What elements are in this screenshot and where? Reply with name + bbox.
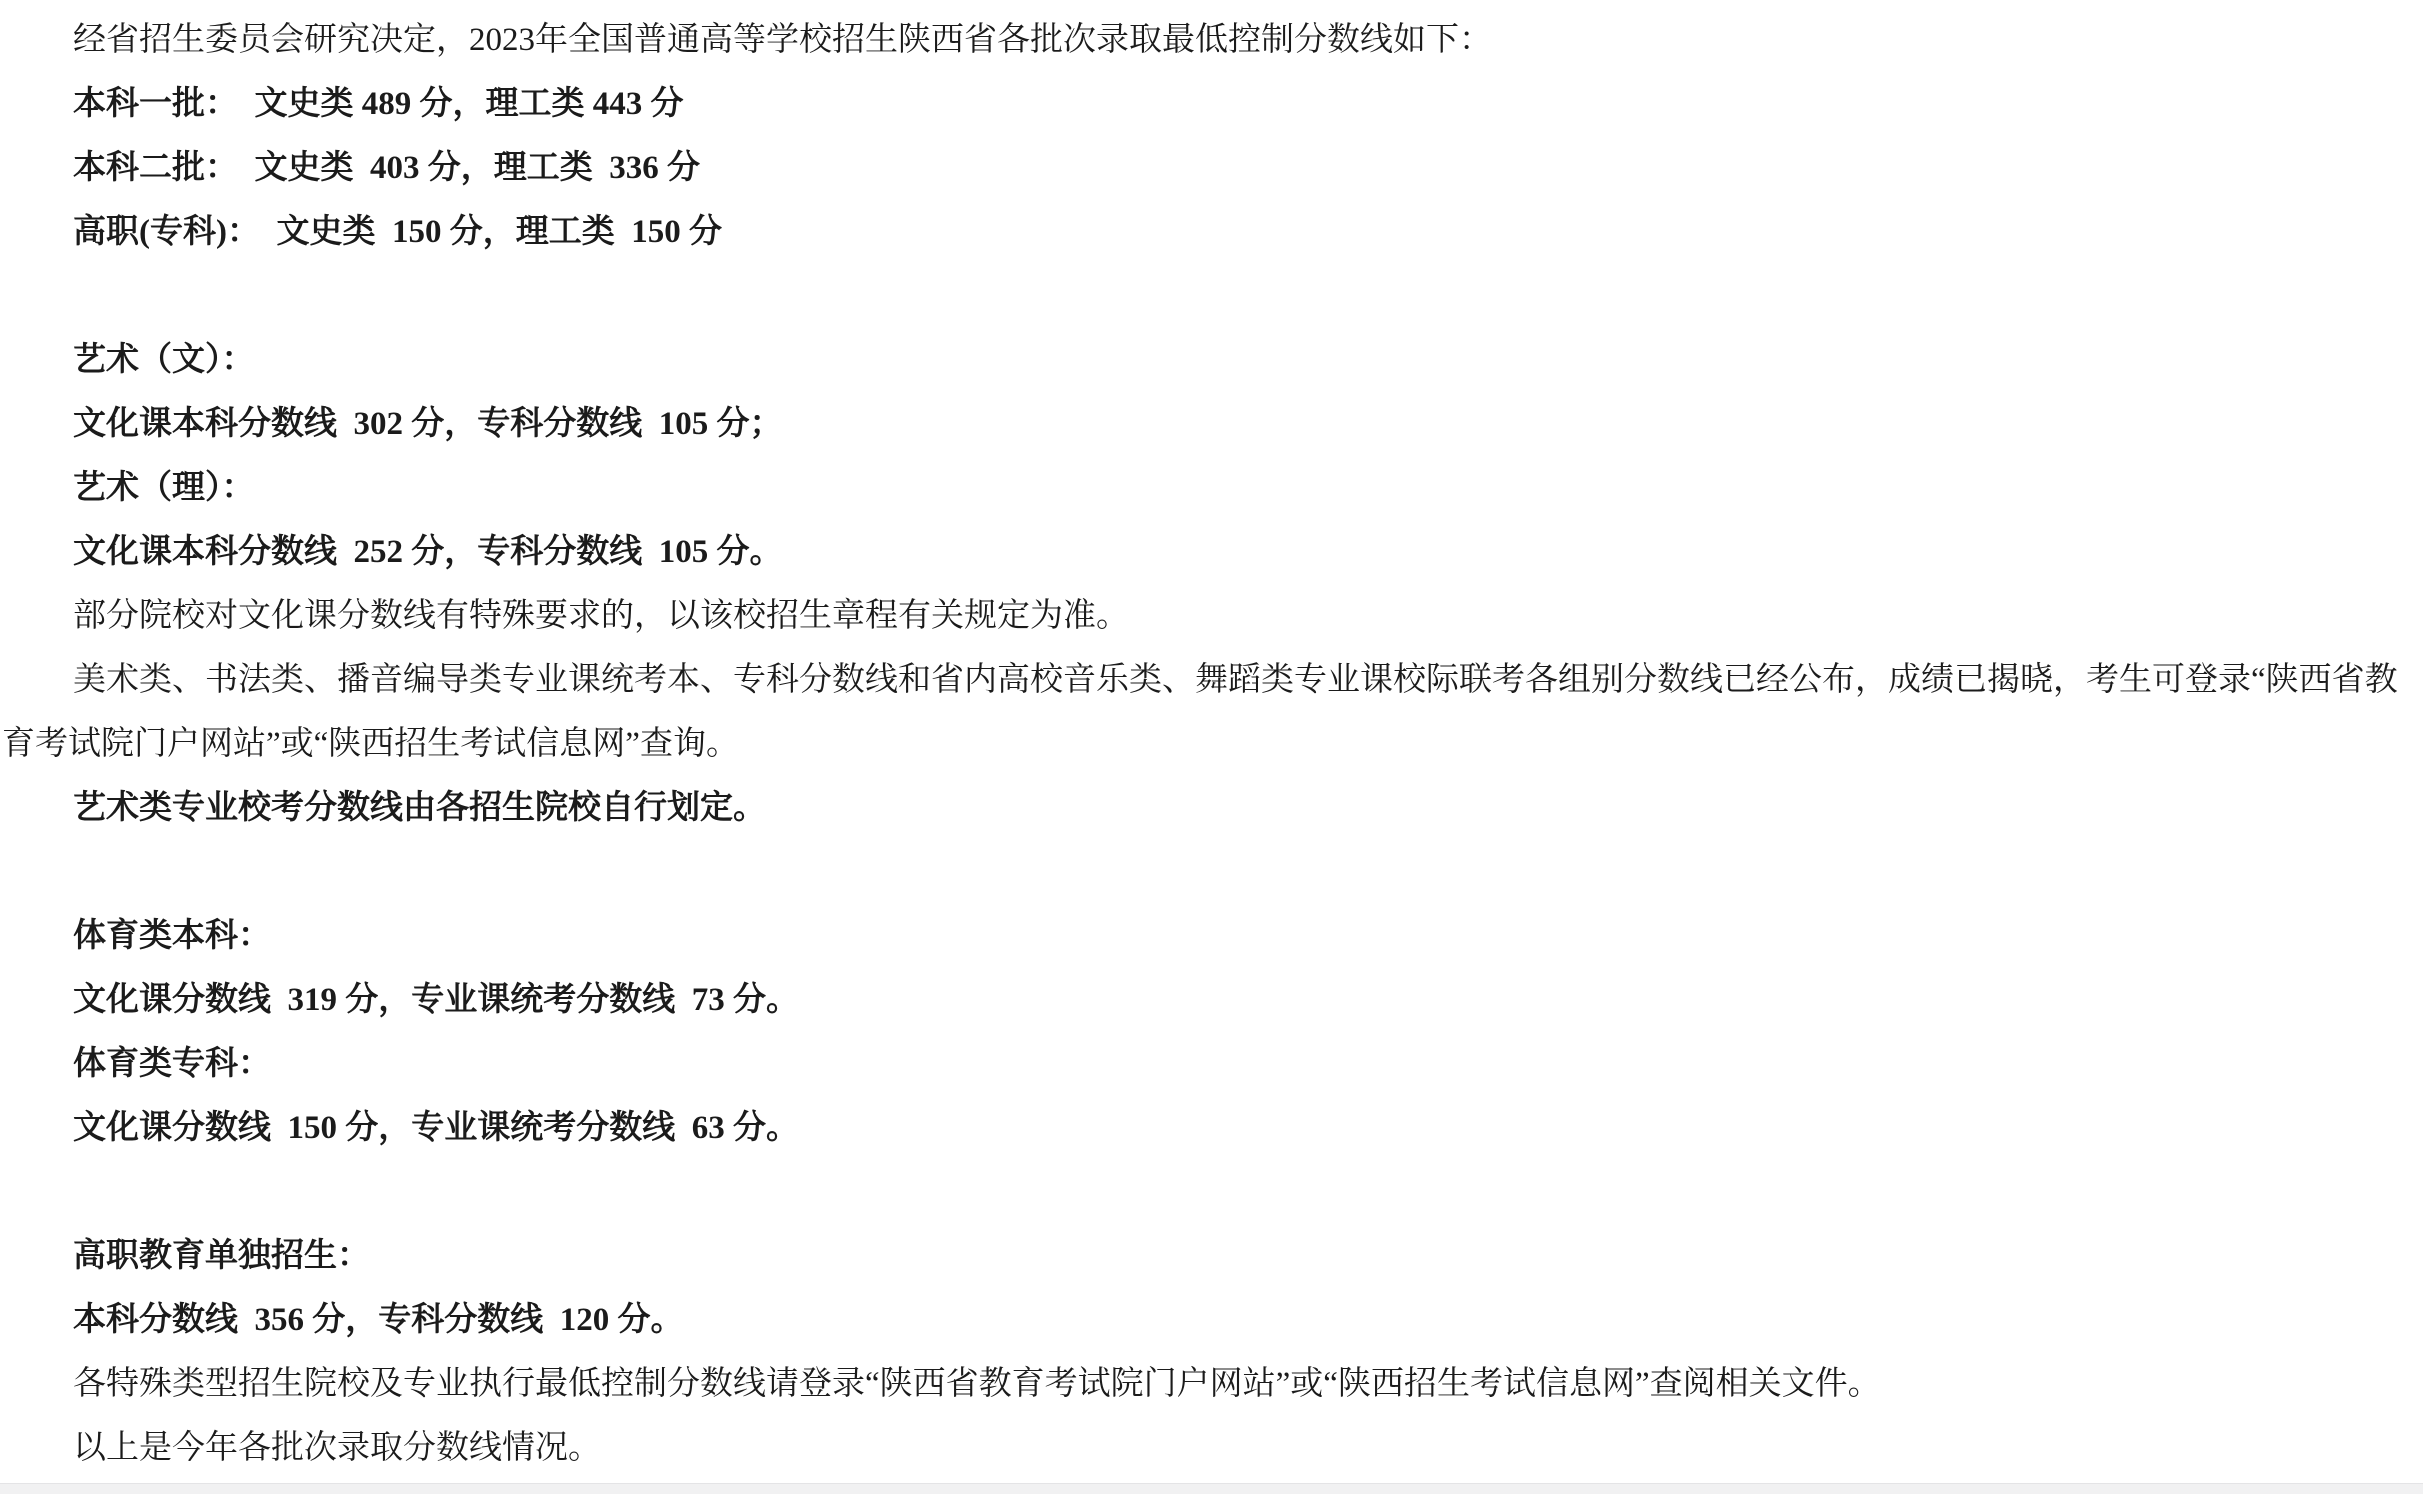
- paragraph: 本科分数线 356 分，专科分数线 120 分。: [73, 1302, 684, 1338]
- paragraph: 文化课分数线 319 分，专业课统考分数线 73 分。: [73, 982, 799, 1018]
- paragraph: 艺术（文）：: [73, 342, 255, 378]
- paragraph: 高职教育单独招生：: [73, 1238, 370, 1274]
- paragraph: 部分院校对文化课分数线有特殊要求的，以该校招生章程有关规定为准。: [73, 598, 1129, 634]
- blank-line: [2, 840, 2421, 904]
- paragraph: 体育类本科：: [73, 918, 271, 954]
- paragraph: 文化课本科分数线 252 分，专科分数线 105 分。: [73, 534, 783, 570]
- paragraph: 艺术（理）：: [73, 470, 255, 506]
- paragraph: 以上是今年各批次录取分数线情况。: [73, 1430, 601, 1466]
- paragraph: 体育类专科：: [73, 1046, 271, 1082]
- paragraph: 经省招生委员会研究决定，2023年全国普通高等学校招生陕西省各批次录取最低控制分数线如下：: [73, 22, 1492, 58]
- paragraph: 艺术类专业校考分数线由各招生院校自行划定。: [73, 790, 766, 826]
- paragraph: 高职(专科)： 文史类 150 分，理工类 150 分: [73, 214, 722, 250]
- blank-line: [2, 264, 2421, 328]
- blank-line: [2, 1160, 2421, 1224]
- paragraph: 各特殊类型招生院校及专业执行最低控制分数线请登录“陕西省教育考试院门户网站”或“陕西招生考试信息网”查阅相关文件。: [73, 1366, 1881, 1402]
- page-bottom-bar: [0, 1483, 2423, 1494]
- paragraph: 文化课分数线 150 分，专业课统考分数线 63 分。: [73, 1110, 799, 1146]
- paragraph: 本科二批： 文史类 403 分，理工类 336 分: [73, 150, 700, 186]
- paragraph: 美术类、书法类、播音编导类专业课统考本、专科分数线和省内高校音乐类、舞蹈类专业课校际联考各组别分数线已经公布，成绩已揭晓，考生可登录“陕西省教育考试院门户网站”或“陕西招生考试信息网”查询。: [2, 662, 2398, 762]
- paragraph: 文化课本科分数线 302 分，专科分数线 105 分；: [73, 406, 783, 442]
- paragraph: 本科一批： 文史类 489 分，理工类 443 分: [73, 86, 684, 122]
